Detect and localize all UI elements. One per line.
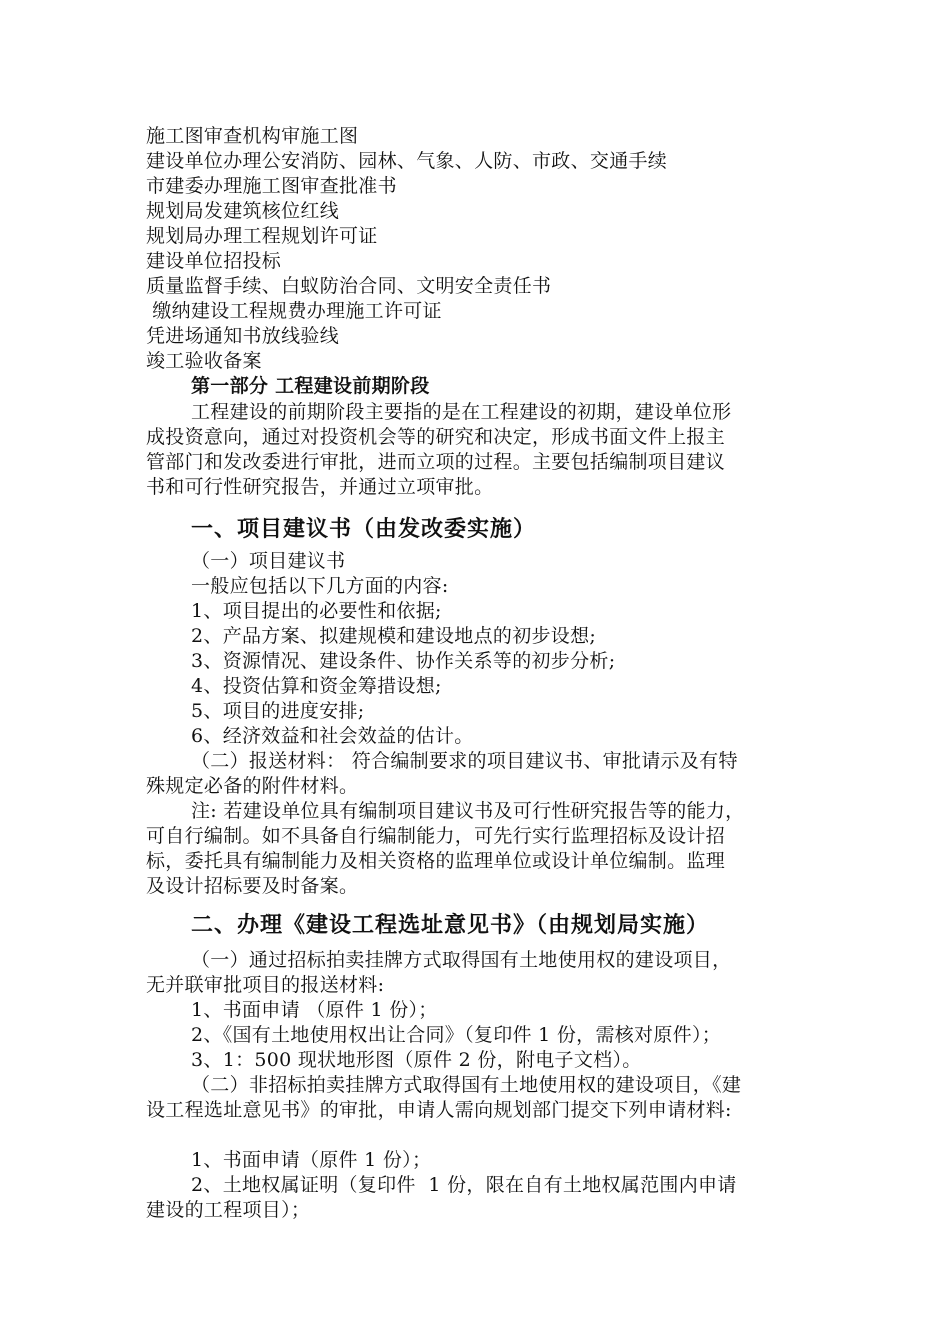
section-heading: 二、办理《建设工程选址意见书》（由规划局实施）: [191, 913, 710, 938]
flow-step: 缴纳建设工程规费办理施工许可证: [146, 300, 442, 322]
paragraph-line: 管部门和发改委进行审批，进而立项的过程。主要包括编制项目建议: [146, 451, 726, 473]
flow-step: 质量监督手续、白蚁防治合同、文明安全责任书: [146, 275, 552, 297]
flow-step: 规划局办理工程规划许可证: [146, 225, 378, 247]
flow-step: 施工图审查机构审施工图: [146, 125, 359, 147]
flow-step: 建设单位办理公安消防、园林、气象、人防、市政、交通手续: [146, 150, 668, 172]
flow-step: 市建委办理施工图审查批准书: [146, 175, 397, 197]
paragraph-line: 殊规定必备的附件材料。: [146, 775, 359, 797]
paragraph-line: （二）非招标拍卖挂牌方式取得国有土地使用权的建设项目，《建: [191, 1074, 742, 1096]
list-item: 5、项目的进度安排;: [191, 700, 365, 722]
list-item: 2、《国有土地使用权出让合同》（复印件 1 份，需核对原件）；: [191, 1024, 722, 1046]
list-item: 1、书面申请（原件 1 份）；: [191, 1149, 432, 1171]
list-item: 1、项目提出的必要性和依据;: [191, 600, 442, 622]
list-item: 2、产品方案、拟建规模和建设地点的初步设想;: [191, 625, 597, 647]
list-item: 6、经济效益和社会效益的估计。: [191, 725, 474, 747]
list-item: 2、土地权属证明（复印件 1 份，限在自有土地权属范围内申请: [191, 1174, 737, 1196]
paragraph-line: 设工程选址意见书》的审批，申请人需向规划部门提交下列申请材料:: [146, 1099, 732, 1121]
list-item: 3、1：500 现状地形图（原件 2 份，附电子文档）。: [191, 1049, 642, 1071]
section-heading: 一、项目建议书（由发改委实施）: [191, 517, 537, 542]
flow-step: 规划局发建筑核位红线: [146, 200, 340, 222]
note-line: 标，委托具有编制能力及相关资格的监理单位或设计单位编制。监理: [146, 850, 726, 872]
note-line: 及设计招标要及时备案。: [146, 875, 359, 897]
list-item: 4、投资估算和资金筹措设想;: [191, 675, 442, 697]
list-item: 建设的工程项目）；: [146, 1199, 311, 1221]
paragraph-line: 无并联审批项目的报送材料:: [146, 974, 385, 996]
note-line: 注: 若建设单位具有编制项目建议书及可行性研究报告等的能力，: [191, 800, 745, 822]
flow-step: 凭进场通知书放线验线: [146, 325, 340, 347]
paragraph-line: （一）通过招标拍卖挂牌方式取得国有土地使用权的建设项目，: [191, 949, 732, 971]
flow-step: 竣工验收备案: [146, 350, 262, 372]
flow-step: 建设单位招投标: [146, 250, 282, 272]
note-line: 可自行编制。如不具备自行编制能力，可先行实行监理招标及设计招: [146, 825, 726, 847]
paragraph-line: 成投资意向，通过对投资机会等的研究和决定，形成书面文件上报主: [146, 426, 726, 448]
part-title: 第一部分 工程建设前期阶段: [191, 375, 430, 397]
list-item: 3、资源情况、建设条件、协作关系等的初步分析;: [191, 650, 616, 672]
paragraph-line: 书和可行性研究报告，并通过立项审批。: [146, 476, 494, 498]
list-item: 1、书面申请 （原件 1 份）；: [191, 999, 438, 1021]
paragraph-line: 一般应包括以下几方面的内容:: [191, 575, 449, 597]
paragraph-line: （二）报送材料： 符合编制要求的项目建议书、审批请示及有特: [191, 750, 738, 772]
subsection-title: （一）项目建议书: [191, 550, 346, 572]
paragraph-line: 工程建设的前期阶段主要指的是在工程建设的初期，建设单位形: [191, 401, 732, 423]
